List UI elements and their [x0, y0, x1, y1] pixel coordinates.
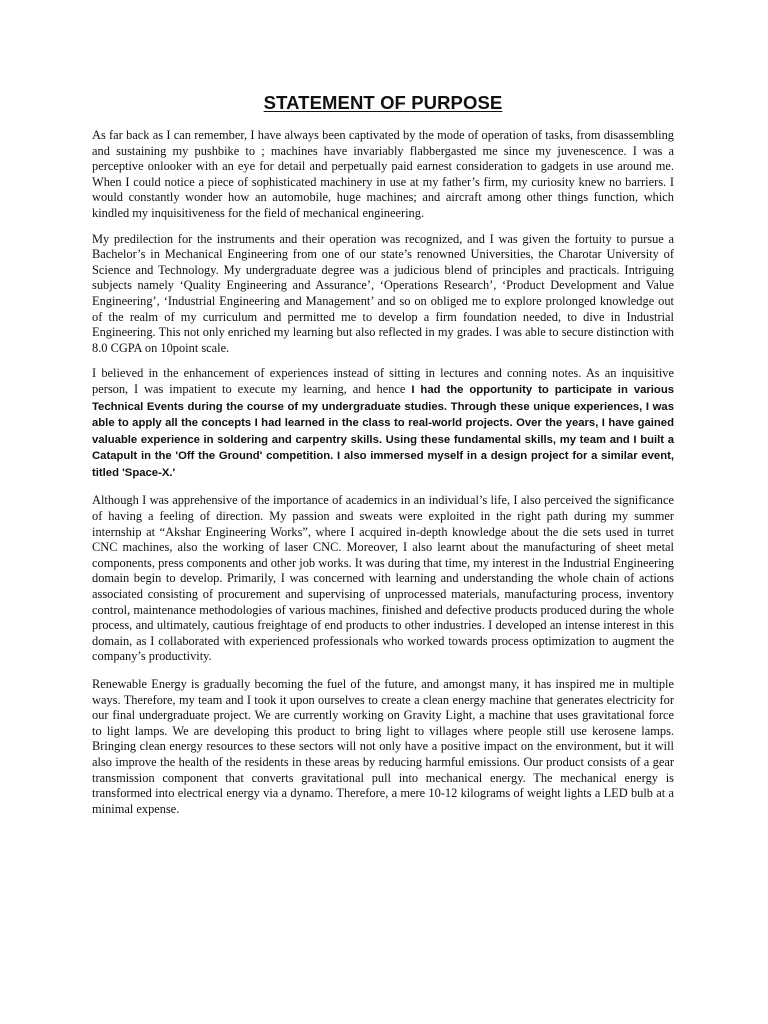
paragraph-technical-events-intro: I believed in the enhancement of experiences instead of sitting in lectures and conning notes. As an inquisitive person, I was impatient to execute my learning, and hence	[92, 366, 674, 396]
paragraph-technical-events	[92, 366, 674, 481]
document-page	[92, 92, 674, 826]
paragraph-renewable-energy-project: Renewable Energy is gradually becoming the fuel of the future, and amongst many, it has inspired me in multiple ways. Therefore, my team and I took it upon ourselves to create a clean energy machine that generates electricity for our final undergraduate project. We are currently working on Gravity Light, a machine that uses gravitational force to light lamps. We are developing this product to bring light to villages where people still use kerosene lamps. Bringing clean energy resources to these sectors will not only have a positive impact on the environment, but it will also improve the health of the residents in these areas by reducing harmful emissions. Our product consists of a gear transmission component that converts gravitational pull into mechanical energy. The mechanical energy is transformed into electrical energy via a dynamo. Therefore, a mere 10-12 kilograms of weight lights a LED bulb at a minimal expense.	[92, 677, 674, 816]
paragraph-undergraduate-degree: My predilection for the instruments and their operation was recognized, and I was given the fortuity to pursue a Bachelor’s in Mechanical Engineering from one of our state’s renowned Universities, the Charotar University of Science and Technology. My undergraduate degree was a judicious blend of principles and practicals. Intriguing subjects namely ‘Quality Engineering and Assurance’, ‘Operations Research’, ‘Product Development and Value Engineering’, ‘Industrial Engineering and Management’ and so on obliged me to explore prolonged knowledge out of the realm of my curriculum and permitted me to develop a firm foundation needed, to dive in Industrial Engineering. This not only enriched my learning but also reflected in my grades. I was able to secure distinction with 8.0 CGPA on 10point scale.	[92, 231, 674, 355]
paragraph-childhood-curiosity: As far back as I can remember, I have always been captivated by the mode of operation of tasks, from disassembling and sustaining my pushbike to ; machines have invariably flabbergasted me since my juvenescence. I was a perceptive onlooker with an eye for detail and perpetually paid earnest consideration to gadgets in use around me. When I could notice a piece of sophisticated machinery in use at my father’s firm, my curiosity knew no barriers. I would constantly wonder how an automobile, huge machines; and aircraft among other things function, which kindled my inquisitiveness for the field of mechanical engineering.	[92, 128, 674, 220]
paragraph-summer-internship: Although I was apprehensive of the importance of academics in an individual’s life, I also perceived the significance of having a feeling of direction. My passion and sweats were exploited in the right path during my summer internship at “Akshar Engineering Works”, where I acquired in-depth knowledge about the die sets used in turret CNC machines, also the working of laser CNC. Moreover, I also learnt about the manufacturing of sheet metal components, press components and other job works. It was during that time, my interest in the Industrial Engineering domain begin to develop. Primarily, I was concerned with learning and understanding the whole chain of actions associated consisting of procurement and supervising of unprocessed materials, manufacturing process, inventory control, maintenance methodologies of various machines, finished and defective products produced during the whole process, and ultimately, cautious freightage of end products to other industries. I developed an intense interest in this domain, as I collaborated with experienced professionals who worked towards process optimization to augment the company’s productivity.	[92, 493, 674, 664]
paragraph-technical-events-highlight: I had the opportunity to participate in various Technical Events during the course of my undergraduate studies. Through these unique experiences, I was able to apply all the concepts I had learned in the class to real-world projects. Over the years, I have gained valuable experience in soldering and carpentry skills. Using these fundamental skills, my team and I built a Catapult in the 'Off the Ground' competition. I also immersed myself in a design project for a similar event, titled 'Space-X.'	[92, 383, 674, 479]
document-title: STATEMENT OF PURPOSE	[263, 92, 503, 113]
